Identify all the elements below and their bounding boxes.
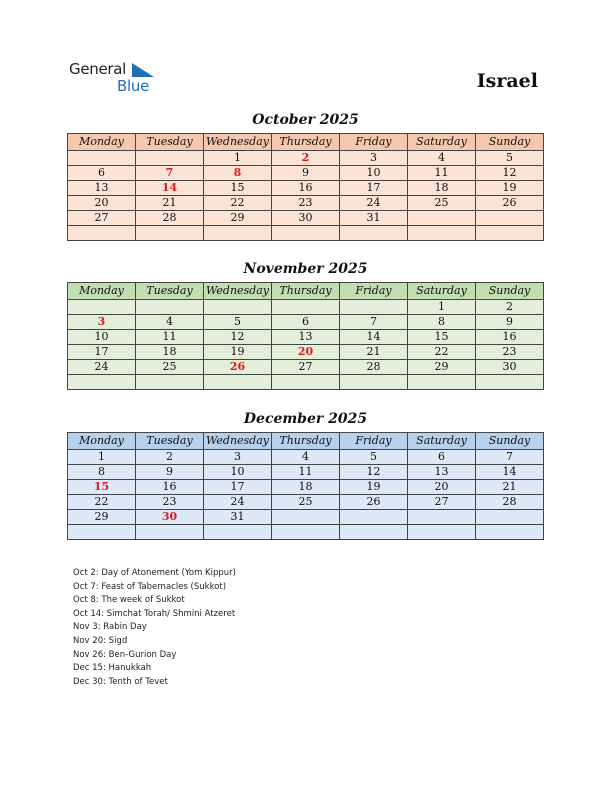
day-cell: 20 (68, 196, 136, 211)
day-cell: 23 (272, 196, 340, 211)
day-cell: 21 (340, 345, 408, 360)
weekday-header: Saturday (408, 433, 476, 450)
week-row (68, 211, 544, 226)
weekday-header: Monday (68, 283, 136, 300)
weekday-header: Tuesday (136, 283, 204, 300)
day-cell: 26 (340, 495, 408, 510)
weekday-header: Sunday (476, 283, 544, 300)
month-title-december: December 2025 (243, 411, 368, 427)
empty-cell (68, 151, 136, 166)
empty-cell (68, 300, 136, 315)
day-cell: 6 (272, 315, 340, 330)
day-cell: 18 (136, 345, 204, 360)
month-title-november: November 2025 (243, 261, 368, 277)
weekday-header: Tuesday (136, 134, 204, 151)
day-cell: 11 (136, 330, 204, 345)
week-row (68, 525, 544, 540)
day-cell: 14 (476, 465, 544, 480)
day-cell: 7 (136, 166, 204, 181)
day-cell: 17 (204, 480, 272, 495)
day-cell: 16 (476, 330, 544, 345)
day-cell: 2 (136, 450, 204, 465)
empty-cell (272, 510, 340, 525)
weekday-header: Tuesday (136, 433, 204, 450)
day-cell: 10 (68, 330, 136, 345)
day-cell: 17 (68, 345, 136, 360)
day-cell: 31 (204, 510, 272, 525)
day-cell: 19 (204, 345, 272, 360)
day-cell: 7 (340, 315, 408, 330)
day-cell: 8 (204, 166, 272, 181)
day-cell: 5 (204, 315, 272, 330)
day-cell: 25 (136, 360, 204, 375)
day-cell: 12 (476, 166, 544, 181)
weekday-header: Wednesday (204, 433, 272, 450)
weekday-header: Sunday (476, 134, 544, 151)
empty-cell (136, 375, 204, 390)
holiday-note: Nov 20: Sigd (73, 635, 128, 646)
day-cell: 22 (68, 495, 136, 510)
empty-cell (136, 226, 204, 241)
calendar-november (67, 282, 544, 390)
day-cell: 23 (136, 495, 204, 510)
day-cell: 20 (408, 480, 476, 495)
logo-text-blue: Blue (117, 77, 149, 95)
day-cell: 25 (272, 495, 340, 510)
weekday-header: Thursday (272, 134, 340, 151)
empty-cell (476, 375, 544, 390)
day-cell: 12 (340, 465, 408, 480)
day-cell: 3 (204, 450, 272, 465)
week-row (68, 495, 544, 510)
calendar-october (67, 133, 544, 241)
day-cell: 24 (68, 360, 136, 375)
week-row (68, 510, 544, 525)
day-cell: 17 (340, 181, 408, 196)
day-cell: 5 (476, 151, 544, 166)
day-cell: 27 (272, 360, 340, 375)
empty-cell (204, 525, 272, 540)
day-cell: 26 (476, 196, 544, 211)
day-cell: 19 (476, 181, 544, 196)
weekday-header: Thursday (272, 433, 340, 450)
calendar-body (68, 300, 544, 390)
empty-cell (476, 211, 544, 226)
day-cell: 18 (408, 181, 476, 196)
day-cell: 20 (272, 345, 340, 360)
day-cell: 3 (340, 151, 408, 166)
weekday-header: Friday (340, 433, 408, 450)
empty-cell (340, 510, 408, 525)
day-cell: 3 (68, 315, 136, 330)
weekday-header: Friday (340, 283, 408, 300)
day-cell: 13 (68, 181, 136, 196)
empty-cell (476, 525, 544, 540)
empty-cell (408, 375, 476, 390)
day-cell: 9 (476, 315, 544, 330)
day-cell: 14 (136, 181, 204, 196)
holiday-note: Oct 7: Feast of Tabernacles (Sukkot) (73, 581, 227, 592)
day-cell: 16 (272, 181, 340, 196)
empty-cell (136, 300, 204, 315)
day-cell: 13 (272, 330, 340, 345)
empty-cell (476, 510, 544, 525)
empty-cell (272, 525, 340, 540)
day-cell: 9 (136, 465, 204, 480)
day-cell: 29 (408, 360, 476, 375)
weekday-header: Thursday (272, 283, 340, 300)
holiday-note: Dec 15: Hanukkah (73, 663, 152, 674)
holiday-note: Oct 8: The week of Sukkot (73, 595, 185, 606)
day-cell: 31 (340, 211, 408, 226)
day-cell: 21 (476, 480, 544, 495)
weekday-header: Sunday (476, 433, 544, 450)
weekday-header: Wednesday (204, 134, 272, 151)
day-cell: 21 (136, 196, 204, 211)
day-cell: 10 (340, 166, 408, 181)
holiday-note: Nov 26: Ben-Gurion Day (73, 649, 177, 660)
day-cell: 1 (204, 151, 272, 166)
day-cell: 18 (272, 480, 340, 495)
day-cell: 9 (272, 166, 340, 181)
week-row (68, 315, 544, 330)
week-row (68, 330, 544, 345)
day-cell: 8 (68, 465, 136, 480)
empty-cell (340, 226, 408, 241)
holiday-notes (73, 567, 236, 689)
calendar-body (68, 450, 544, 540)
empty-cell (204, 226, 272, 241)
empty-cell (68, 525, 136, 540)
day-cell: 13 (408, 465, 476, 480)
empty-cell (136, 525, 204, 540)
day-cell: 14 (340, 330, 408, 345)
empty-cell (68, 375, 136, 390)
weekday-header-row (68, 433, 544, 450)
empty-cell (408, 226, 476, 241)
day-cell: 30 (136, 510, 204, 525)
weekday-header: Saturday (408, 283, 476, 300)
empty-cell (204, 375, 272, 390)
day-cell: 29 (68, 510, 136, 525)
empty-cell (136, 151, 204, 166)
week-row (68, 226, 544, 241)
logo (68, 60, 168, 96)
country-title: Israel (476, 70, 538, 92)
week-row (68, 345, 544, 360)
day-cell: 28 (476, 495, 544, 510)
weekday-header: Monday (68, 433, 136, 450)
holiday-note: Dec 30: Tenth of Tevet (73, 676, 168, 687)
weekday-header-row (68, 134, 544, 151)
day-cell: 27 (408, 495, 476, 510)
day-cell: 1 (408, 300, 476, 315)
week-row (68, 465, 544, 480)
day-cell: 16 (136, 480, 204, 495)
day-cell: 22 (204, 196, 272, 211)
week-row (68, 181, 544, 196)
day-cell: 25 (408, 196, 476, 211)
empty-cell (408, 510, 476, 525)
day-cell: 11 (408, 166, 476, 181)
day-cell: 29 (204, 211, 272, 226)
calendar-december (67, 432, 544, 540)
week-row (68, 375, 544, 390)
week-row (68, 300, 544, 315)
month-title-october: October 2025 (252, 112, 359, 128)
day-cell: 24 (204, 495, 272, 510)
day-cell: 11 (272, 465, 340, 480)
empty-cell (272, 375, 340, 390)
empty-cell (272, 300, 340, 315)
week-row (68, 360, 544, 375)
day-cell: 2 (272, 151, 340, 166)
day-cell: 7 (476, 450, 544, 465)
day-cell: 19 (340, 480, 408, 495)
week-row (68, 151, 544, 166)
week-row (68, 196, 544, 211)
day-cell: 26 (204, 360, 272, 375)
logo-text-general: General (69, 60, 127, 78)
weekday-header: Wednesday (204, 283, 272, 300)
empty-cell (340, 300, 408, 315)
day-cell: 22 (408, 345, 476, 360)
empty-cell (272, 226, 340, 241)
day-cell: 24 (340, 196, 408, 211)
empty-cell (408, 211, 476, 226)
week-row (68, 450, 544, 465)
day-cell: 30 (476, 360, 544, 375)
weekday-header-row (68, 283, 544, 300)
empty-cell (340, 375, 408, 390)
day-cell: 15 (68, 480, 136, 495)
day-cell: 8 (408, 315, 476, 330)
empty-cell (204, 300, 272, 315)
day-cell: 6 (408, 450, 476, 465)
day-cell: 2 (476, 300, 544, 315)
week-row (68, 480, 544, 495)
weekday-header: Monday (68, 134, 136, 151)
day-cell: 6 (68, 166, 136, 181)
day-cell: 1 (68, 450, 136, 465)
week-row (68, 166, 544, 181)
day-cell: 28 (340, 360, 408, 375)
day-cell: 4 (408, 151, 476, 166)
empty-cell (476, 226, 544, 241)
holiday-note: Oct 14: Simchat Torah/ Shmini Atzeret (73, 608, 236, 619)
holiday-note: Oct 2: Day of Atonement (Yom Kippur) (73, 568, 236, 578)
calendar-body (68, 151, 544, 241)
empty-cell (68, 226, 136, 241)
day-cell: 15 (204, 181, 272, 196)
day-cell: 28 (136, 211, 204, 226)
empty-cell (340, 525, 408, 540)
logo-flag-icon (132, 63, 154, 77)
day-cell: 10 (204, 465, 272, 480)
day-cell: 4 (136, 315, 204, 330)
day-cell: 23 (476, 345, 544, 360)
day-cell: 15 (408, 330, 476, 345)
day-cell: 4 (272, 450, 340, 465)
weekday-header: Friday (340, 134, 408, 151)
day-cell: 27 (68, 211, 136, 226)
empty-cell (408, 525, 476, 540)
weekday-header: Saturday (408, 134, 476, 151)
day-cell: 5 (340, 450, 408, 465)
holiday-note: Nov 3: Rabin Day (73, 622, 147, 633)
day-cell: 12 (204, 330, 272, 345)
day-cell: 30 (272, 211, 340, 226)
